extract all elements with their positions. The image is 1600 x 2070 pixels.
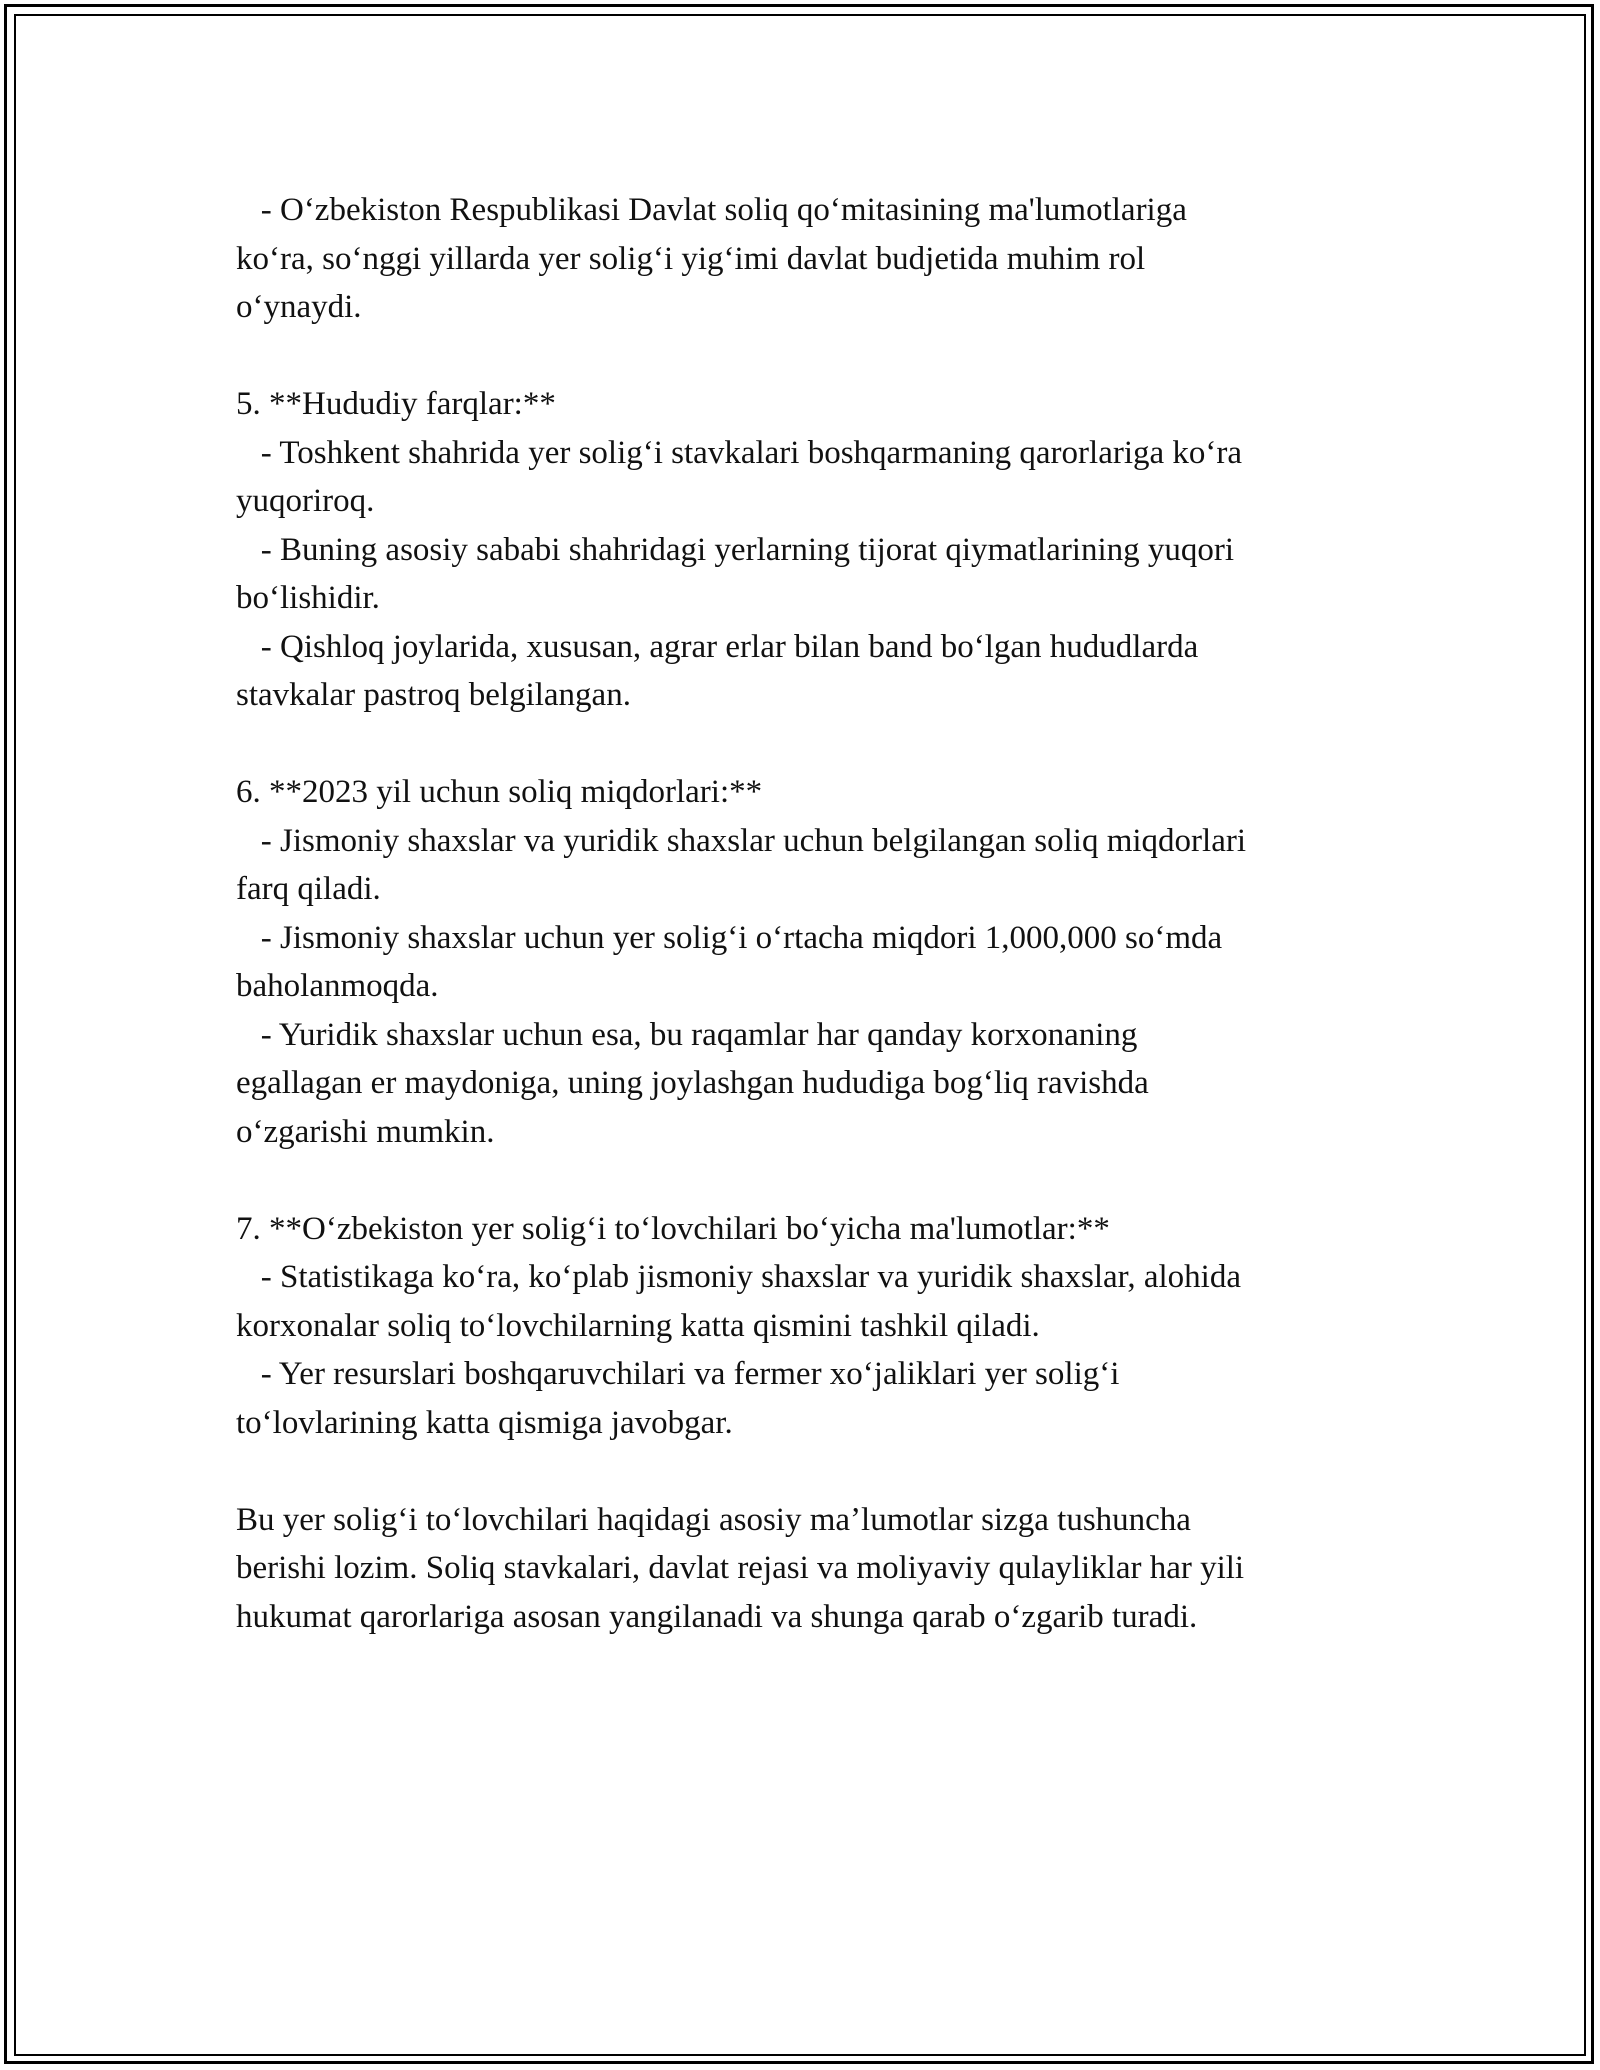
text-line: korxonalar soliq toʻlovchilarning katta qismini tashkil qiladi. [236,1307,1040,1344]
text-line: egallagan er maydoniga, uning joylashgan hududiga bogʻliq ravishda [236,1065,1149,1101]
text-line: - Buning asosiy sababi shahridagi yerlarning tijorat qiymatlarining yuqori [236,531,1235,568]
text-line: - Qishloq joylarida, xususan, agrar erlar bilan band boʻlgan hududlarda [236,628,1199,665]
text-line: - Jismoniy shaxslar va yuridik shaxslar uchun belgilangan soliq miqdorlari [236,822,1246,859]
text-line: farq qiladi. [236,871,381,907]
text-line: yuqoriroq. [236,483,375,519]
text-line: hukumat qarorlariga asosan yangilanadi va shunga qarab oʻzgarib turadi. [236,1598,1198,1635]
section-heading: 6. **2023 yil uchun soliq miqdorlari:** [236,774,763,810]
text-line: boʻlishidir. [236,580,380,616]
text-line: stavkalar pastroq belgilangan. [236,677,631,713]
intro-paragraph [236,186,1416,332]
text-line: Bu yer soligʻi toʻlovchilari haqidagi asosiy maʼlumotlar sizga tushuncha [236,1501,1191,1538]
paragraph-spacer [236,1447,1416,1496]
text-line: toʻlovlarining katta qismiga javobgar. [236,1404,733,1441]
text-line: - Yer resurslari boshqaruvchilari va fermer xoʻjaliklari yer soligʻi [236,1356,1120,1392]
section-heading: 5. **Hududiy farqlar:** [236,386,556,422]
text-line: berishi lozim. Soliq stavkalari, davlat rejasi va moliyaviy qulayliklar har yili [236,1550,1245,1586]
section-7-taxpayer-info [236,1205,1416,1448]
text-line: oʻzgarishi mumkin. [236,1113,495,1150]
paragraph-spacer [236,1156,1416,1205]
text-line: koʻra, soʻnggi yillarda yer soligʻi yigʻimi davlat budjetida muhim rol [236,240,1146,277]
text-line: - Oʻzbekiston Respublikasi Davlat soliq qoʻmitasining ma'lumotlariga [236,192,1187,228]
text-line: - Statistikaga koʻra, koʻplab jismoniy shaxslar va yuridik shaxslar, alohida [236,1259,1241,1295]
conclusion-paragraph [236,1496,1416,1642]
document-body [236,186,1416,1641]
section-heading: 7. **Oʻzbekiston yer soligʻi toʻlovchilari boʻyicha ma'lumotlar:** [236,1210,1110,1247]
paragraph-spacer [236,332,1416,381]
text-line: - Jismoniy shaxslar uchun yer soligʻi oʻrtacha miqdori 1,000,000 soʻmda [236,919,1223,956]
section-5-regional-differences [236,380,1416,720]
text-line: baholanmoqda. [236,968,439,1004]
text-line: - Toshkent shahrida yer soligʻi stavkalari boshqarmaning qarorlariga koʻra [236,434,1243,471]
paragraph-spacer [236,720,1416,769]
text-line: - Yuridik shaxslar uchun esa, bu raqamlar har qanday korxonaning [236,1016,1138,1053]
text-line: oʻynaydi. [236,289,362,325]
section-6-tax-amounts [236,768,1416,1156]
